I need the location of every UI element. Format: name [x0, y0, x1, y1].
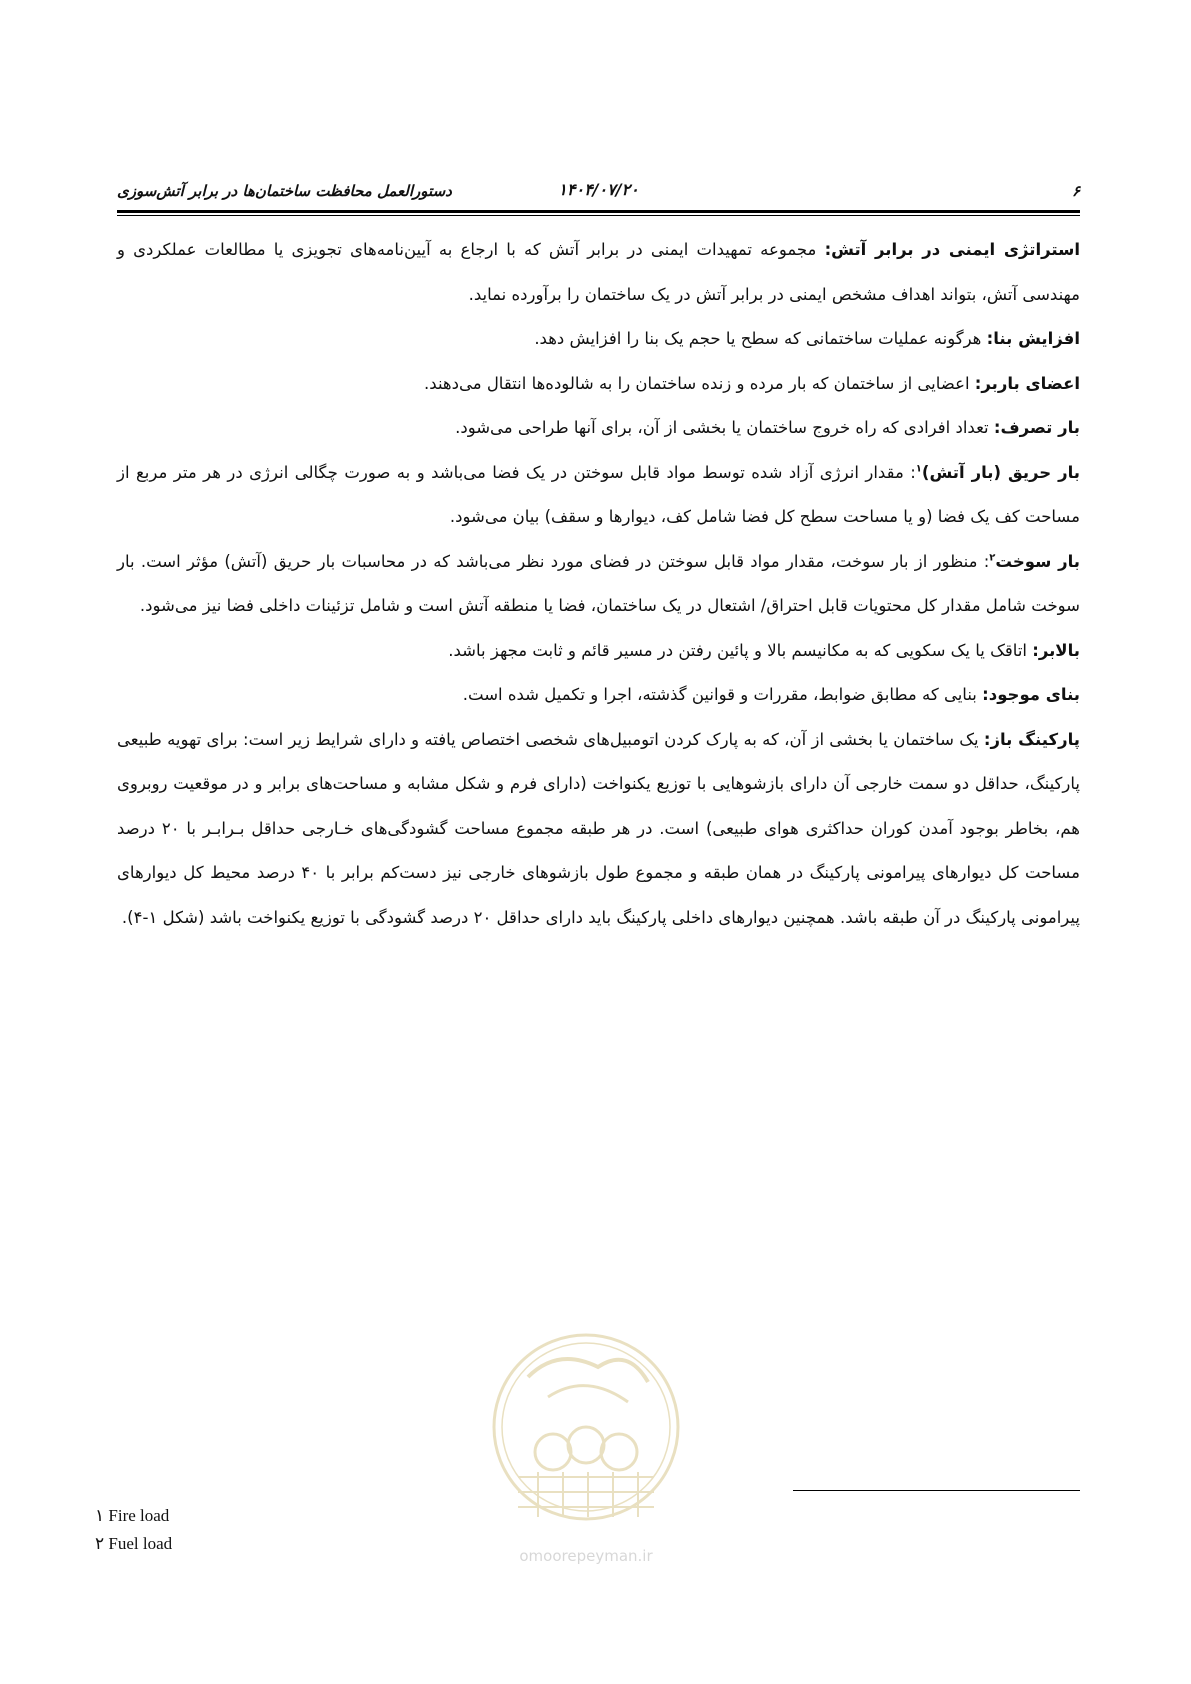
- footnotes: [95, 1502, 172, 1558]
- definition-text: یک ساختمان یا بخشی از آن، که به پارک کردن اتومبیل‌های شخصی اختصاص یافته و دارای شرایط زیر است: برای تهویه طبیعی پارکینگ، حداقل دو سمت خارجی آن دارای بازشوهایی با توزیع یکنواخت (دارای فرم و شکل مشابه و مساحت‌های برابر و در موقعیت روبروی هم، بخاطر بوجود آمدن کوران حداکثری هوای طبیعی) است. در هر طبقه مجموع مساحت گشودگی‌های خـارجی حداقل بـرابـر با ۲۰ درصد مساحت کل دیوارهای پیرامونی پارکینگ در همان طبقه و مجموع طول بازشوهای خارجی نیز دست‌کم برابر با ۴۰ درصد محیط کل دیوارهای پیرامونی پارکینگ در آن طبقه باشد. همچنین دیوارهای داخلی پارکینگ باید دارای حداقل ۲۰ درصد گشودگی با توزیع یکنواخت باشد (شکل ۱-۴).: [117, 729, 1080, 927]
- footnote: [95, 1502, 172, 1530]
- watermark-url: omoorepeyman.ir: [519, 1547, 653, 1565]
- definition-text: هرگونه عملیات ساختمانی که سطح یا حجم یک بنا را افزایش دهد.: [534, 329, 987, 348]
- definition-text: مجموعه تمهیدات ایمنی در برابر آتش که با ارجاع به آیین‌نامه‌های تجویزی یا مطالعات عملکردی و مهندسی آتش، بتواند اهداف مشخص ایمنی در برابر آتش در یک ساختمان را برآورده نماید.: [117, 240, 1080, 304]
- definition-text: اتاقک یا یک سکویی که به مکانیسم بالا و پائین رفتن در مسیر قائم و ثابت مجهز باشد.: [448, 640, 1033, 660]
- definition-paragraph: [117, 317, 1080, 362]
- definition-term: بنای موجود:: [982, 685, 1080, 704]
- definition-term: پارکینگ باز:: [983, 729, 1080, 749]
- watermark-logo: [488, 1327, 684, 1537]
- footnote-text: Fuel load: [104, 1534, 173, 1553]
- definition-paragraph: [117, 718, 1080, 941]
- definition-paragraph: [117, 406, 1080, 451]
- definition-term: استراتژی ایمنی در برابر آتش:: [824, 240, 1080, 259]
- definition-paragraph: [117, 673, 1080, 718]
- definition-term: اعضای باربر:: [974, 373, 1080, 393]
- document-title: دستورالعمل محافظت ساختمان‌ها در برابر آتش‌سوزی: [117, 182, 452, 200]
- footnote-ref[interactable]: ۲: [989, 552, 996, 563]
- header-date: ۱۴۰۴/۰۷/۲۰: [558, 180, 639, 199]
- definition-term: افزایش بنا:: [986, 329, 1080, 348]
- footnote-number: ۱: [95, 1506, 105, 1525]
- footnote-number: ۲: [95, 1534, 105, 1553]
- definition-text: تعداد افرادی که راه خروج ساختمان یا بخشی از آن، برای آنها طراحی می‌شود.: [455, 418, 994, 437]
- definition-text: بنایی که مطابق ضوابط، مقررات و قوانین گذشته، اجرا و تکمیل شده است.: [462, 685, 983, 704]
- definition-text: : منظور از بار سوخت، مقدار مواد قابل سوختن در فضای مورد نظر می‌باشد که در محاسبات بار حریق (آتش) مؤثر است. بار سوخت شامل مقدار کل محتویات قابل احتراق/ اشتعال در یک ساختمان، فضا یا منطقه آتش است و شامل تزئینات داخلی فضا نیز می‌شود.: [117, 551, 1080, 615]
- footnote-ref[interactable]: ۱: [915, 463, 922, 474]
- definition-paragraph: [117, 629, 1080, 674]
- footnote-rule: [793, 1490, 1080, 1491]
- running-header: [117, 180, 1080, 208]
- watermark: [488, 1327, 684, 1595]
- footnote: [95, 1530, 172, 1558]
- definition-paragraph: [117, 362, 1080, 407]
- definition-text: : مقدار انرژی آزاد شده توسط مواد قابل سوختن در یک فضا می‌باشد و به صورت چگالی انرژی در هر متر مربع از مساحت کف یک فضا (و یا مساحت سطح کل فضا شامل کف، دیوارها و سقف) بیان می‌شود.: [117, 462, 1080, 526]
- definition-term: بالابر:: [1032, 640, 1080, 660]
- footnote-text: Fire load: [104, 1506, 170, 1525]
- definition-paragraph: [117, 540, 1080, 629]
- definition-text: اعضایی از ساختمان که بار مرده و زنده ساختمان را به شالوده‌ها انتقال می‌دهند.: [424, 373, 975, 393]
- definitions-body: [117, 228, 1080, 940]
- page-number: ۶: [1071, 182, 1080, 200]
- definition-term: بار تصرف:: [993, 418, 1080, 437]
- definition-term: بار سوخت: [995, 551, 1080, 571]
- header-rule-thin: [117, 215, 1080, 216]
- definition-paragraph: [117, 451, 1080, 540]
- definition-paragraph: [117, 228, 1080, 317]
- definition-term: بار حریق (بار آتش): [921, 462, 1081, 482]
- header-rule-thick: [117, 210, 1080, 213]
